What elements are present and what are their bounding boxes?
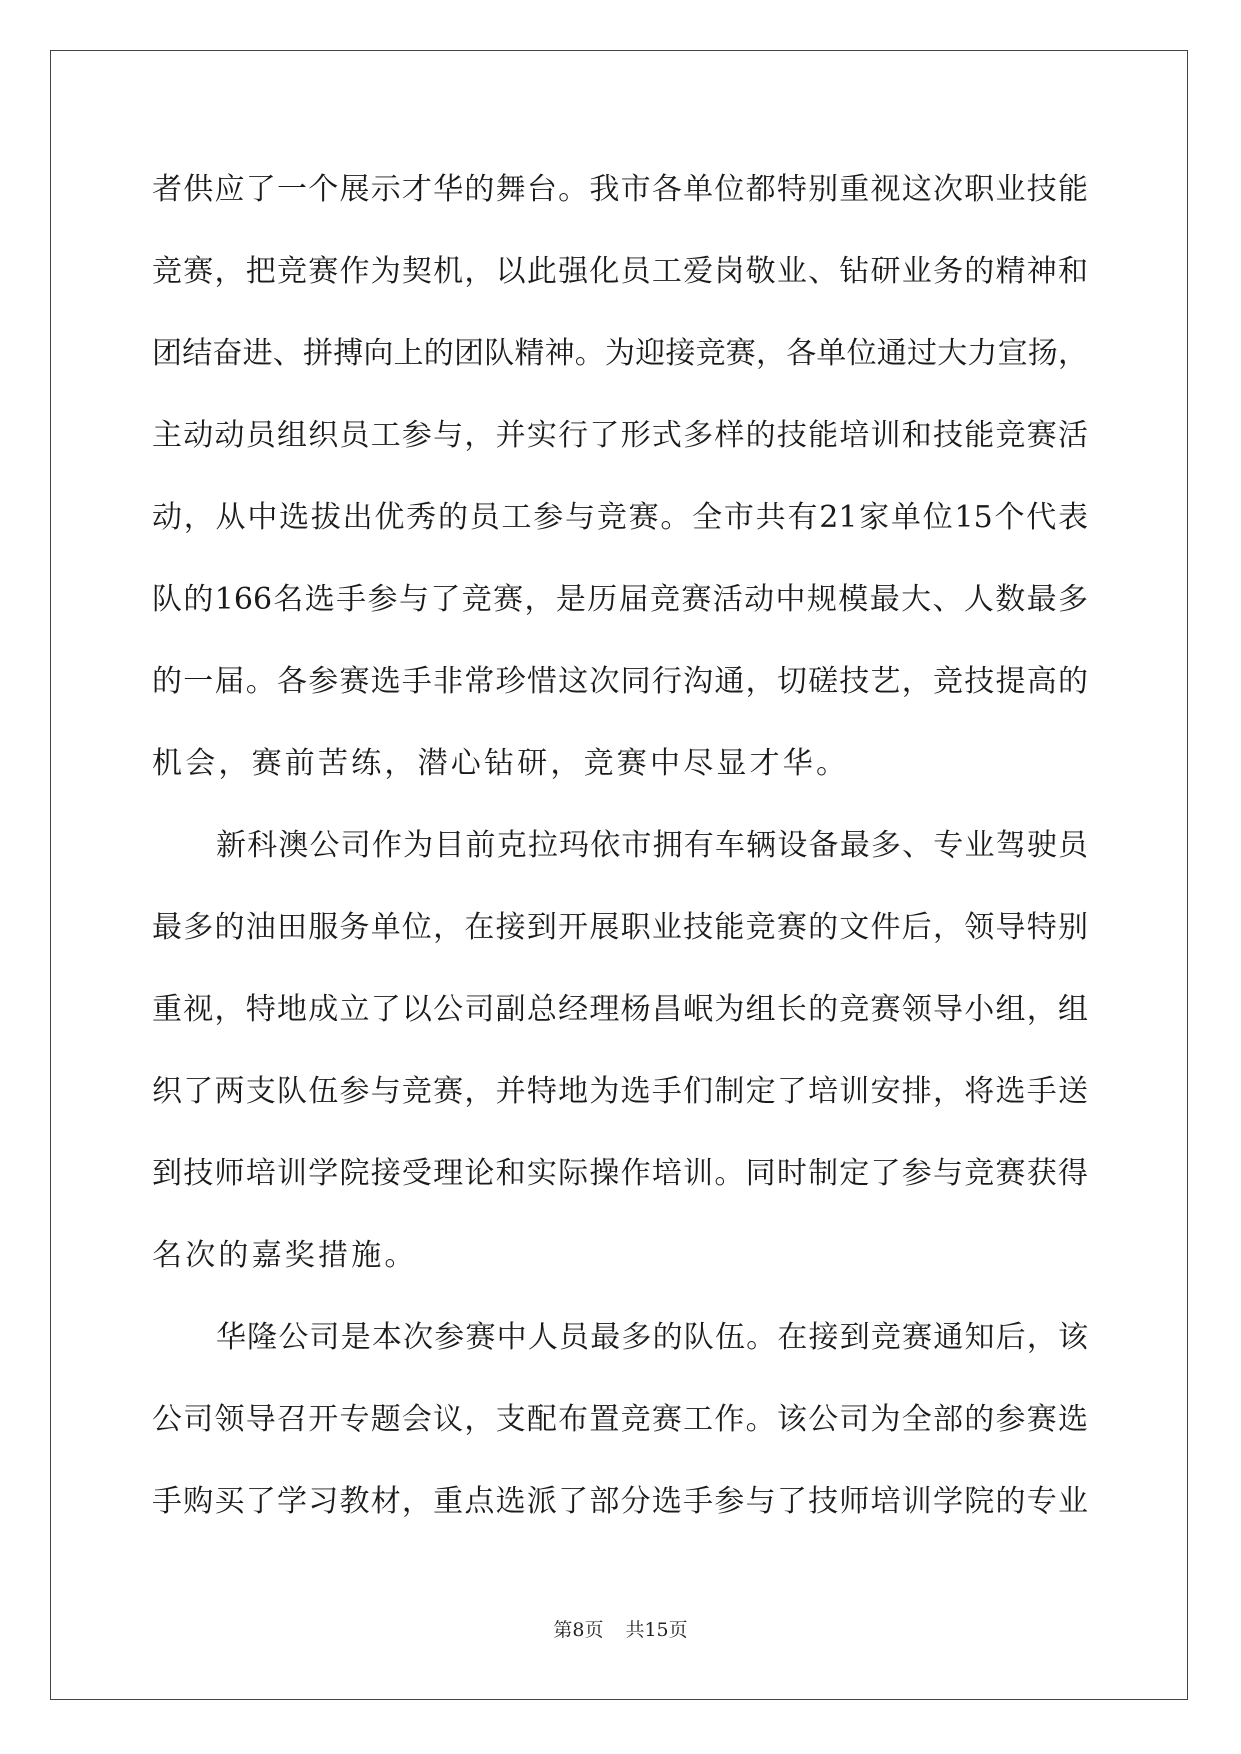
text-line: 者供应了一个展示才华的舞台。我市各单位都特别重视这次职业技能	[152, 172, 1088, 207]
page-total: 共15页	[625, 1619, 688, 1641]
document-body	[152, 162, 1088, 1556]
text-line: 名次的嘉奖措施。	[152, 1238, 418, 1273]
text-line: 机会，赛前苦练，潜心钻研，竞赛中尽显才华。	[152, 746, 850, 781]
text-line: 主动动员组织员工参与，并实行了形式多样的技能培训和技能竞赛活	[152, 418, 1088, 453]
text-line: 团结奋进、拼搏向上的团队精神。为迎接竞赛，各单位通过大力宣扬，	[152, 336, 1088, 371]
text-line: 织了两支队伍参与竞赛，并特地为选手们制定了培训安排，将选手送	[152, 1074, 1088, 1109]
text-line: 动，从中选拔出优秀的员工参与竞赛。全市共有21家单位15个代表	[152, 500, 1088, 535]
text-line: 竞赛，把竞赛作为契机，以此强化员工爱岗敬业、钻研业务的精神和	[152, 254, 1088, 289]
paragraph-start-line: 新科澳公司作为目前克拉玛依市拥有车辆设备最多、专业驾驶员	[216, 828, 1088, 863]
text-line: 队的166名选手参与了竞赛，是历届竞赛活动中规模最大、人数最多	[152, 582, 1088, 617]
text-line: 手购买了学习教材，重点选派了部分选手参与了技师培训学院的专业	[152, 1484, 1088, 1519]
paragraph-start-line: 华隆公司是本次参赛中人员最多的队伍。在接到竞赛通知后，该	[216, 1320, 1088, 1355]
text-line: 公司领导召开专题会议，支配布置竞赛工作。该公司为全部的参赛选	[152, 1402, 1088, 1437]
text-line: 到技师培训学院接受理论和实际操作培训。同时制定了参与竞赛获得	[152, 1156, 1088, 1191]
text-line: 重视，特地成立了以公司副总经理杨昌岷为组长的竞赛领导小组，组	[152, 992, 1088, 1027]
text-line: 最多的油田服务单位，在接到开展职业技能竞赛的文件后，领导特别	[152, 910, 1088, 945]
page-footer	[0, 1618, 1241, 1642]
page-number: 第8页	[553, 1619, 604, 1641]
text-line: 的一届。各参赛选手非常珍惜这次同行沟通，切磋技艺，竞技提高的	[152, 664, 1088, 699]
